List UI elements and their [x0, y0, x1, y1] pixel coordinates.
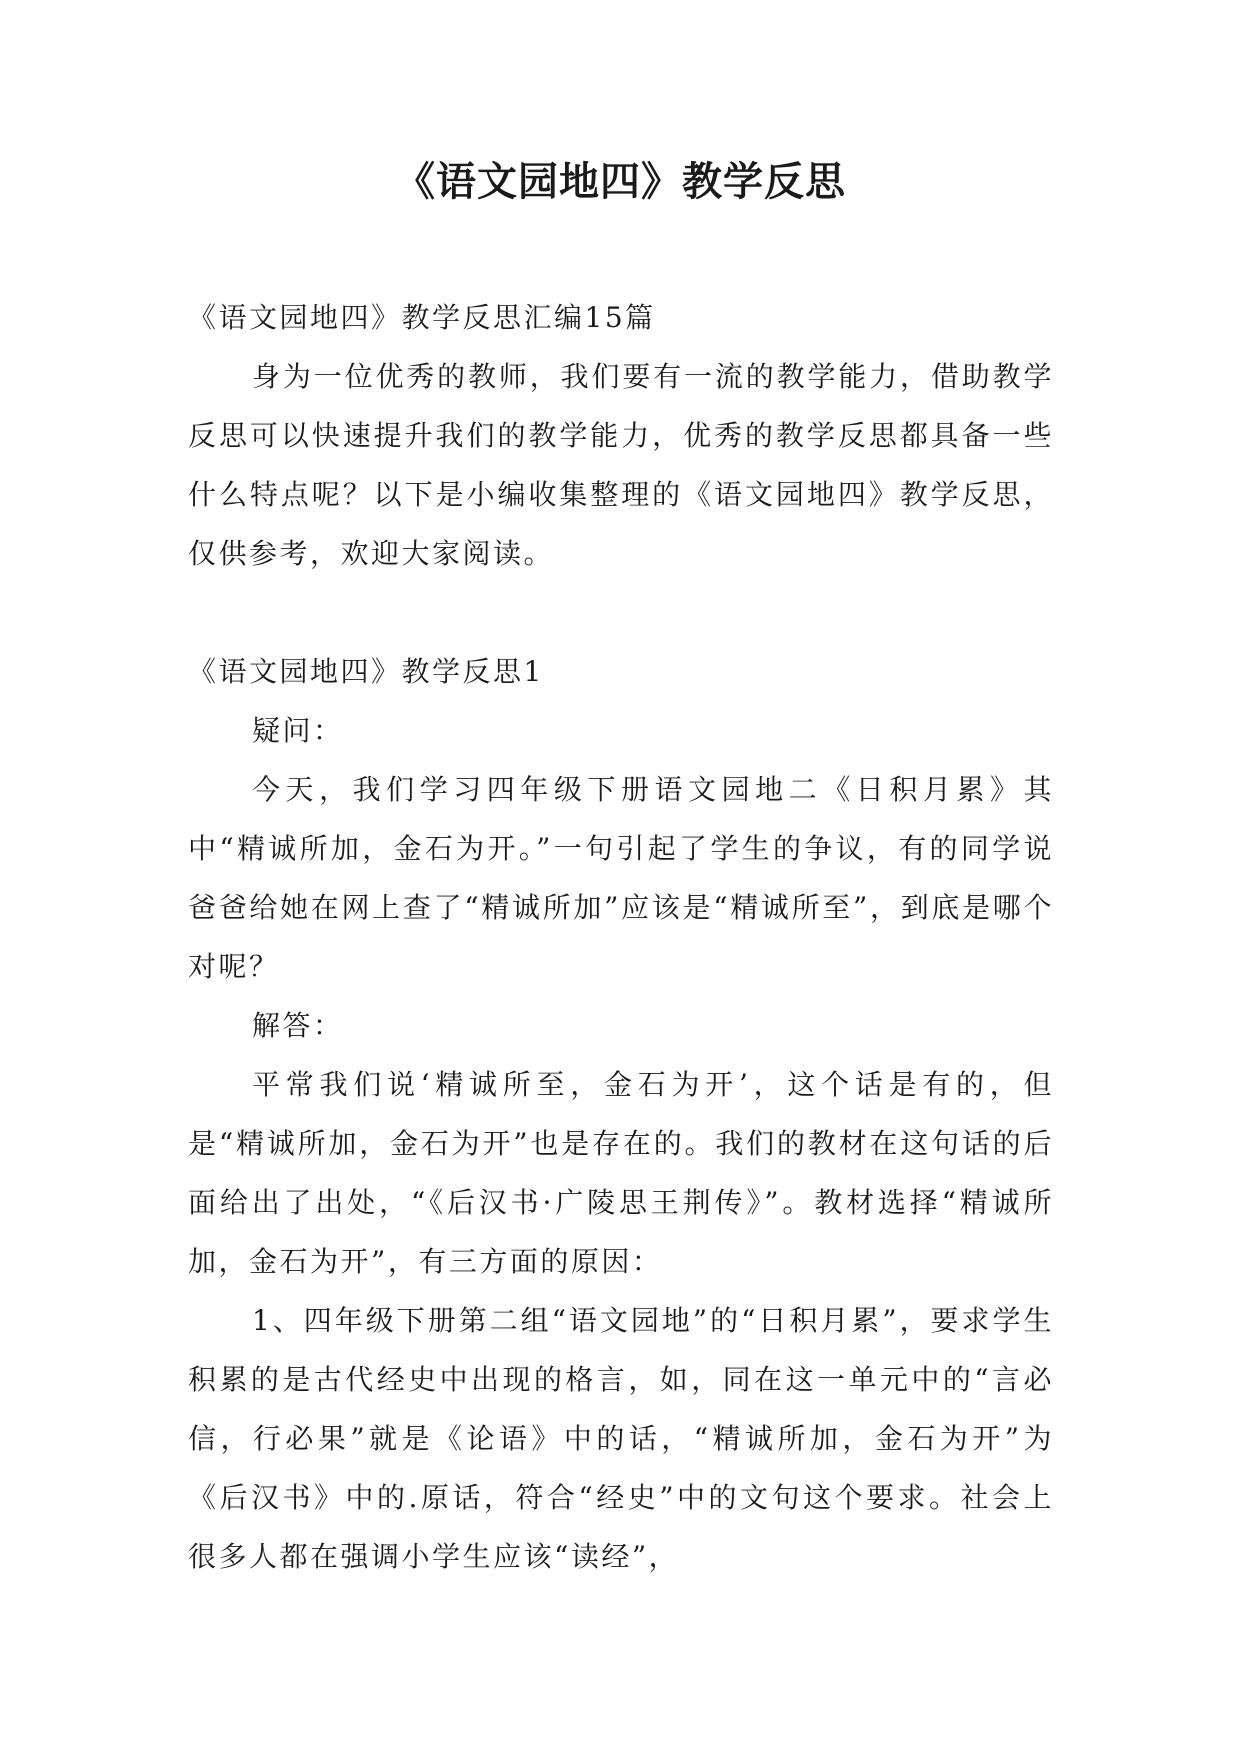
section-spacer [188, 583, 1054, 642]
answer-label: 解答： [252, 1009, 344, 1042]
intro-paragraph: 身为一位优秀的教师，我们要有一流的教学能力，借助教学反思可以快速提升我们的教学能力，优秀的教学反思都具备一些什么特点呢？以下是小编收集整理的《语文园地四》教学反思，仅供参考，欢迎大家阅读。 [188, 360, 1054, 570]
point-1-paragraph: 1、四年级下册第二组“语文园地”的“日积月累”，要求学生积累的是古代经史中出现的格言，如，同在这一单元中的“言必信，行必果”就是《论语》中的话，“精诚所加，金石为开”为《后汉书》中的.原话，符合“经史”中的文句这个要求。社会上很多人都在强调小学生应该“读经”， [188, 1304, 1054, 1573]
section-heading: 《语文园地四》教学反思1 [188, 655, 544, 688]
question-paragraph: 今天，我们学习四年级下册语文园地二《日积月累》其中“精诚所加，金石为开。”一句引起了学生的争议，有的同学说爸爸给她在网上查了“精诚所加”应该是“精诚所至”，到底是哪个对呢？ [188, 773, 1054, 983]
document-body [188, 288, 1054, 1586]
question-label: 疑问： [252, 714, 344, 747]
answer-paragraph: 平常我们说‘精诚所至，金石为开’，这个话是有的，但是“精诚所加，金石为开”也是存在的。我们的教材在这句话的后面给出了出处，“《后汉书·广陵思王荆传》”。教材选择“精诚所加，金石为开”，有三方面的原因： [188, 1068, 1054, 1278]
document-title: 《语文园地四》教学反思 [395, 158, 846, 205]
document-subtitle: 《语文园地四》教学反思汇编15篇 [188, 301, 656, 334]
